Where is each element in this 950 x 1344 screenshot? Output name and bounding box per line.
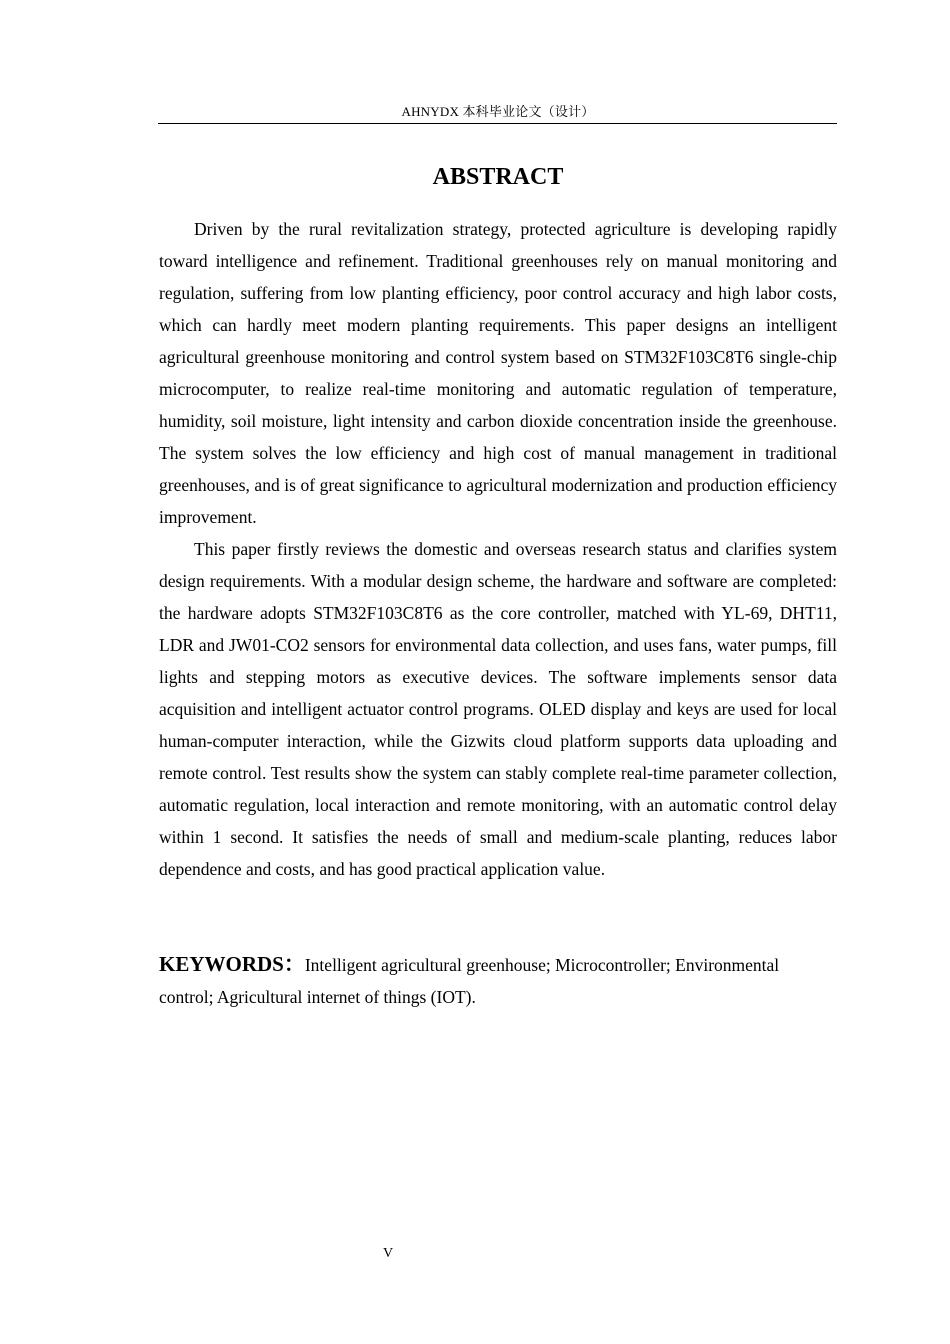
abstract-paragraph-1: Driven by the rural revitalization strategy, protected agriculture is developing rapidly toward intelligence and refinement. Traditional greenhouses rely on manual monitoring and regulation, suffering from low planting efficiency, poor control accuracy and high labor costs, which can hardly meet modern planting requirements. This paper designs an intelligent agricultural greenhouse monitoring and control system based on STM32F103C8T6 single-chip microcomputer, to realize real-time monitoring and automatic regulation of temperature, humidity, soil moisture, light intensity and carbon dioxide concentration inside the greenhouse. The system solves the low efficiency and high cost of manual management in traditional greenhouses, and is of great significance to agricultural modernization and production efficiency improvement.: [159, 219, 837, 527]
page-number: V: [382, 1246, 394, 1261]
abstract-body: [159, 213, 837, 885]
header-rule: [158, 123, 837, 124]
keywords-text: Intelligent agricultural greenhouse; Microcontroller; Environmental control; Agricultural internet of things (IOT).: [159, 955, 780, 1007]
running-header: AHNYDX 本科毕业论文（设计）: [401, 104, 595, 119]
keywords-label: KEYWORDS：: [159, 952, 305, 976]
abstract-paragraph-2: This paper firstly reviews the domestic and overseas research status and clarifies system design requirements. With a modular design scheme, the hardware and software are completed: the hardware adopts STM32F103C8T6 as the core controller, matched with YL-69, DHT11, LDR and JW01-CO2 sensors for environmental data collection, and uses fans, water pumps, fill lights and stepping motors as executive devices. The software implements sensor data acquisition and intelligent actuator control programs. OLED display and keys are used for local human-computer interaction, while the Gizwits cloud platform supports data uploading and remote control. Test results show the system can stably complete real-time parameter collection, automatic regulation, local interaction and remote monitoring, with an automatic control delay within 1 second. It satisfies the needs of small and medium-scale planting, reduces labor dependence and costs, and has good practical application value.: [159, 539, 837, 879]
keywords-block: [159, 948, 799, 1013]
abstract-title: ABSTRACT: [432, 164, 564, 190]
